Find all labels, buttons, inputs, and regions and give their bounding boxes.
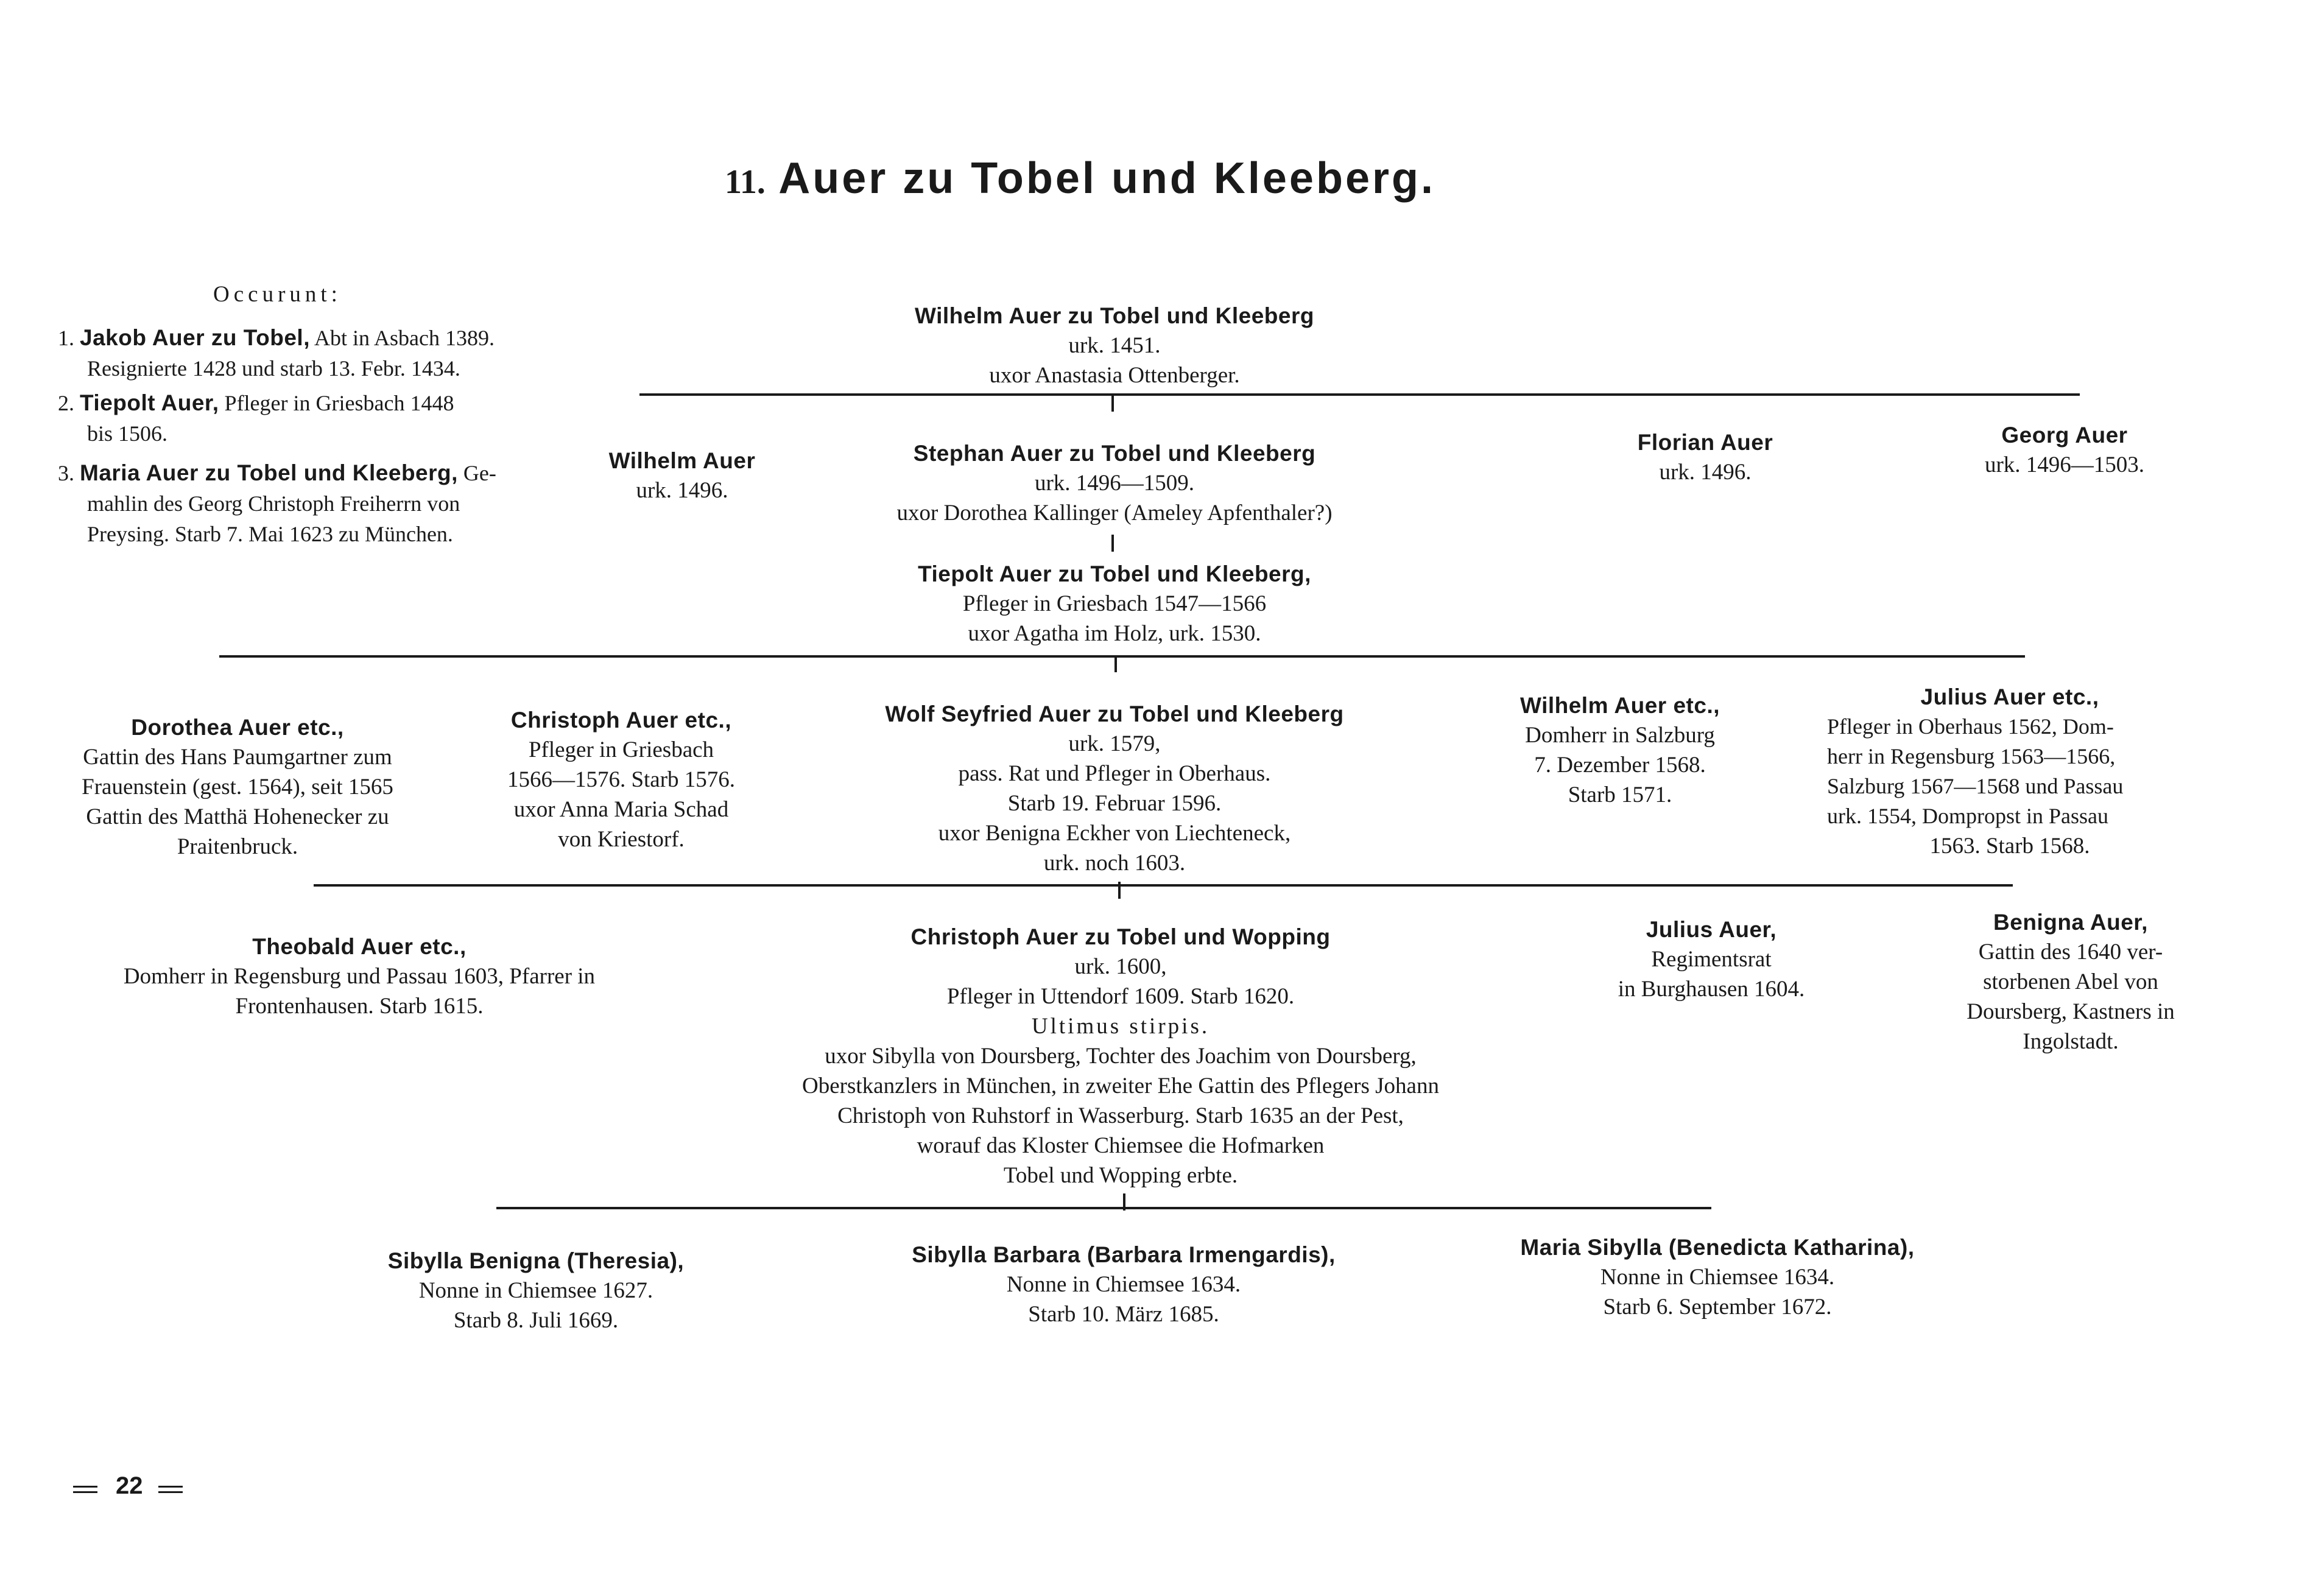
person-name: Georg Auer [2001, 423, 2128, 448]
person-detail: urk. 1451. [1068, 333, 1161, 358]
item-text: Preysing. Starb 7. Mai 1623 zu München. [87, 522, 453, 546]
person-detail: Domherr in Regensburg und Passau 1603, Pfarrer in [123, 964, 596, 989]
person-detail: Nonne in Chiemsee 1634. [1006, 1272, 1241, 1297]
item-text: bis 1506. [87, 421, 168, 446]
occurunt-heading: Occurunt: [213, 282, 342, 307]
person-detail: Regimentsrat [1651, 947, 1772, 972]
item-number: 2. [58, 391, 74, 415]
person-detail: uxor Anastasia Ottenberger. [989, 363, 1240, 388]
person-name: Sibylla Benigna (Theresia), [387, 1248, 685, 1273]
person-sibylla-benigna [341, 1246, 731, 1335]
page-title [725, 153, 1577, 203]
person-detail: Oberstkanzlers in München, in zweiter Ehe Gattin des Pflegers Johann [802, 1074, 1439, 1098]
person-detail: Gattin des Hans Paumgartner zum [83, 745, 392, 770]
item-text: Resignierte 1428 und starb 13. Febr. 1434. [87, 356, 460, 381]
person-detail: uxor Anna Maria Schad [513, 797, 729, 822]
occurunt-item-1 [58, 323, 533, 384]
person-detail: Doursberg, Kastners in [1967, 999, 2175, 1024]
person-name: Tiepolt Auer, [80, 390, 219, 415]
rule-right [158, 1486, 183, 1488]
person-name: Christoph Auer zu Tobel und Wopping [910, 924, 1331, 949]
person-detail: herr in Regensburg 1563—1566, [1827, 744, 2116, 768]
title-text: Auer zu Tobel und Kleeberg. [778, 154, 1435, 203]
person-detail: uxor Agatha im Holz, urk. 1530. [968, 621, 1261, 646]
person-name: Stephan Auer zu Tobel und Kleeberg [913, 441, 1316, 466]
person-name: Maria Sibylla (Benedicta Katharina), [1520, 1235, 1915, 1260]
person-benigna [1931, 907, 2211, 1056]
person-detail: urk. 1496. [636, 478, 728, 503]
person-detail: Salzburg 1567—1568 und Passau [1827, 774, 2124, 798]
rule-left [73, 1491, 97, 1493]
person-name: Dorothea Auer etc., [131, 715, 344, 740]
person-wilhelm-gen2 [566, 446, 798, 505]
person-christoph-gen4 [475, 705, 767, 854]
person-detail: pass. Rat und Pfleger in Oberhaus. [958, 761, 1271, 786]
person-detail: uxor Sibylla von Doursberg, Tochter des Joachim von Doursberg, [825, 1044, 1417, 1069]
person-florian [1583, 427, 1827, 487]
person-detail: 7. Dezember 1568. [1534, 753, 1706, 778]
person-detail: Gattin des Matthä Hohenecker zu [86, 804, 389, 829]
person-detail: Starb 8. Juli 1669. [453, 1308, 619, 1333]
item-text: Abt in Asbach 1389. [314, 326, 495, 350]
sibling-line-gen4 [219, 655, 2025, 658]
occurunt-item-3 [58, 458, 533, 549]
item-text: Pfleger in Griesbach 1448 [224, 391, 454, 415]
person-name: Jakob Auer zu Tobel, [80, 325, 310, 350]
person-georg [1937, 420, 2192, 480]
person-detail: uxor Benigna Eckher von Liechteneck, [938, 821, 1291, 846]
person-name: Sibylla Barbara (Barbara Irmengardis), [912, 1242, 1336, 1267]
person-detail: Pfleger in Uttendorf 1609. Starb 1620. [946, 984, 1295, 1009]
rule-left [73, 1486, 97, 1488]
person-detail: Starb 10. März 1685. [1028, 1302, 1219, 1327]
person-name: Christoph Auer etc., [510, 708, 732, 733]
item-text: Ge- [463, 461, 496, 485]
person-tiepolt [840, 559, 1389, 648]
person-christoph-gen5 [743, 922, 1498, 1190]
item-number: 1. [58, 326, 74, 350]
person-detail: Frauenstein (gest. 1564), seit 1565 [82, 775, 393, 800]
person-name: Julius Auer, [1646, 917, 1777, 942]
person-detail: Nonne in Chiemsee 1627. [418, 1278, 653, 1303]
person-detail: urk. 1496. [1659, 460, 1752, 485]
person-detail: Ingolstadt. [2023, 1029, 2119, 1054]
title-number: 11. [725, 163, 766, 201]
person-detail: uxor Dorothea Kallinger (Ameley Apfenthaler?) [896, 501, 1333, 525]
person-detail: Starb 6. September 1672. [1603, 1295, 1832, 1320]
person-detail: urk. 1600, [1074, 954, 1167, 979]
person-detail: urk. 1554, Dompropst in Passau [1827, 804, 2108, 828]
person-detail: urk. 1579, [1068, 731, 1161, 756]
page-number: 22 [116, 1472, 143, 1499]
descent-tick [1114, 655, 1117, 672]
person-julius-gen5 [1583, 915, 1839, 1004]
person-note: Ultimus stirpis. [1031, 1014, 1210, 1039]
person-detail: Frontenhausen. Starb 1615. [235, 994, 484, 1019]
person-detail: Nonne in Chiemsee 1634. [1600, 1265, 1835, 1290]
person-name: Benigna Auer, [1993, 910, 2148, 935]
person-detail: von Kriestorf. [558, 827, 685, 852]
person-detail: worauf das Kloster Chiemsee die Hofmarken [917, 1133, 1325, 1158]
person-detail: in Burghausen 1604. [1618, 977, 1805, 1002]
item-text: mahlin des Georg Christoph Freiherrn von [87, 491, 460, 516]
person-name: Wilhelm Auer zu Tobel und Kleeberg [915, 303, 1314, 328]
person-detail: urk. noch 1603. [1043, 851, 1186, 876]
person-detail: Domherr in Salzburg [1525, 723, 1715, 748]
person-maria-sibylla [1486, 1232, 1949, 1322]
person-wilhelm-gen1 [840, 301, 1389, 390]
sibling-line-gen6 [496, 1207, 1711, 1209]
person-julius-gen4 [1827, 682, 2192, 861]
person-bio [1827, 712, 2192, 831]
person-detail: urk. 1496—1503. [1984, 452, 2145, 477]
descent-tick [1111, 395, 1114, 412]
occurunt-item-2 [58, 388, 533, 449]
sibling-line-gen5 [314, 884, 2013, 887]
person-wolf-seyfried [840, 699, 1389, 878]
page-number-footer [73, 1472, 195, 1503]
person-name: Wilhelm Auer etc., [1519, 693, 1720, 718]
person-name: Florian Auer [1637, 430, 1773, 455]
person-detail: Tobel und Wopping erbte. [1003, 1163, 1238, 1188]
person-detail: storbenen Abel von [1983, 969, 2158, 994]
person-dorothea [55, 712, 420, 862]
person-name: Julius Auer etc., [1920, 684, 2099, 709]
person-detail: Praitenbruck. [177, 834, 298, 859]
person-stephan [840, 438, 1389, 528]
person-name: Tiepolt Auer zu Tobel und Kleeberg, [918, 561, 1311, 586]
person-theobald [61, 932, 658, 1021]
person-name: Theobald Auer etc., [252, 934, 467, 959]
person-wilhelm-gen4 [1486, 691, 1754, 810]
person-name: Wolf Seyfried Auer zu Tobel und Kleeberg [885, 701, 1344, 726]
person-name: Maria Auer zu Tobel und Kleeberg, [80, 460, 458, 485]
person-detail: Pfleger in Griesbach 1547—1566 [962, 591, 1267, 616]
sibling-line-gen2 [639, 393, 2080, 396]
rule-right [158, 1491, 183, 1493]
person-detail: Starb 19. Februar 1596. [1007, 791, 1222, 816]
person-detail: urk. 1496—1509. [1034, 471, 1195, 496]
person-detail: 1566—1576. Starb 1576. [507, 767, 736, 792]
person-detail: Starb 1571. [1568, 782, 1672, 807]
person-detail: Pfleger in Oberhaus 1562, Dom- [1827, 714, 2114, 739]
person-sibylla-barbara [865, 1240, 1382, 1329]
person-detail: Christoph von Ruhstorf in Wasserburg. Starb 1635 an der Pest, [837, 1103, 1404, 1128]
person-detail: Gattin des 1640 ver- [1978, 940, 2163, 965]
person-detail: Pfleger in Griesbach [528, 737, 714, 762]
item-number: 3. [58, 461, 74, 485]
descent-tick [1111, 535, 1114, 552]
person-detail: 1563. Starb 1568. [1929, 834, 2090, 859]
person-name: Wilhelm Auer [608, 448, 756, 473]
